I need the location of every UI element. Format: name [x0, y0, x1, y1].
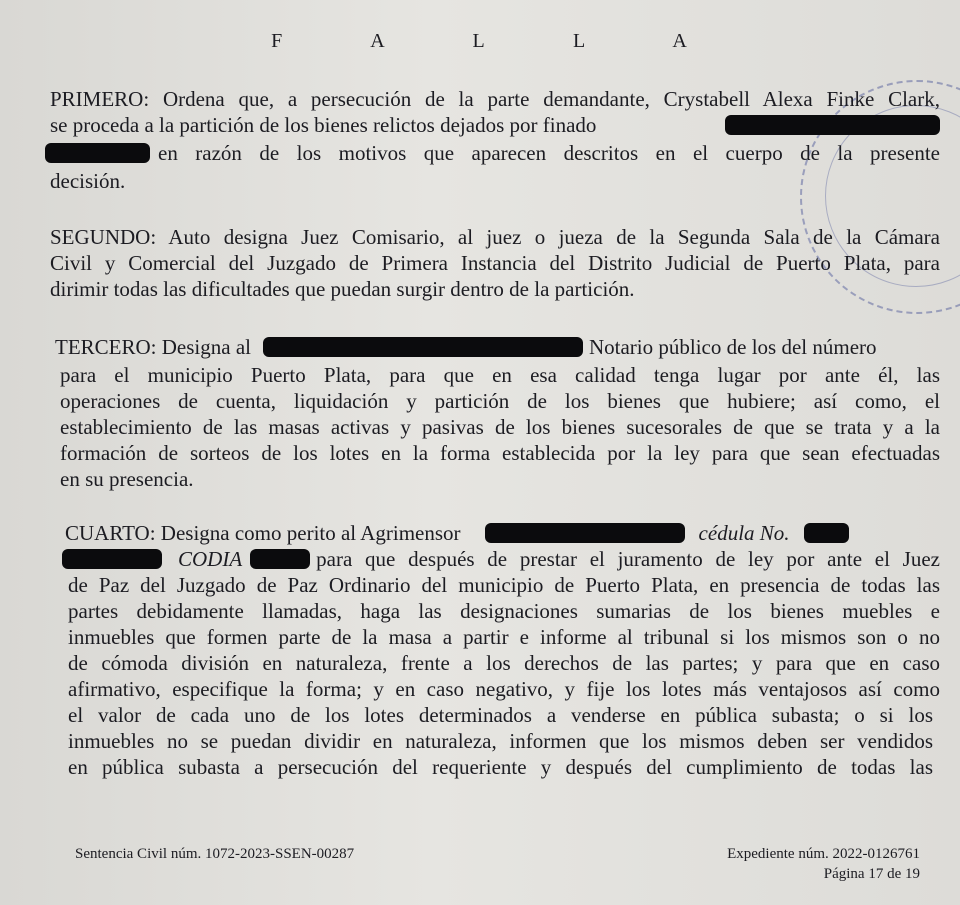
cuarto-line-2-codia: CODIA — [178, 547, 243, 571]
cuarto-line-1 — [65, 520, 940, 546]
cuarto-line-7: afirmativo, especifique la forma; y en caso negativo, y fije los lotes más ventajosos así como — [68, 677, 940, 701]
segundo-line-3: dirimir todas las dificultades que puedan surgir dentro de la partición. — [50, 277, 635, 301]
cuarto-line-2 — [62, 546, 940, 572]
cuarto-line-1-start: CUARTO: Designa como perito al Agrimensor — [65, 521, 461, 545]
redaction-box — [62, 549, 162, 569]
footer-expediente: Expediente núm. 2022-0126761 — [727, 846, 920, 862]
segundo-line-1: SEGUNDO: Auto designa Juez Comisario, al juez o jueza de la Segunda Sala de la Cámara — [50, 225, 940, 249]
redaction-box — [485, 523, 685, 543]
section-heading: F A L L A — [271, 30, 729, 52]
redaction-box — [263, 337, 583, 357]
primero-line-2 — [50, 112, 940, 138]
tercero-line-6: en su presencia. — [60, 467, 194, 491]
redaction-box — [804, 523, 849, 543]
cuarto-line-8: el valor de cada uno de los lotes determinados a venderse en pública subasta; o si los — [68, 703, 933, 727]
footer-page-number: Página 17 de 19 — [823, 866, 920, 882]
tercero-line-1 — [55, 334, 940, 360]
tercero-line-4: establecimiento de las masas activas y pasivas de los bienes sucesorales de que se trata y a la — [60, 415, 940, 439]
tercero-line-5: formación de sorteos de los lotes en la forma establecida por la ley para que sean efectuadas — [60, 441, 940, 465]
cuarto-line-10: en pública subasta a persecución del requeriente y después del cumplimiento de todas las — [68, 755, 933, 779]
cuarto-line-5: inmuebles que formen parte de la masa a partir e informe al tribunal si los mismos son o no — [68, 625, 940, 649]
primero-line-2-text: se proceda a la partición de los bienes relictos dejados por finado — [50, 113, 597, 137]
cuarto-line-9: inmuebles no se puedan dividir en naturaleza, informen que los mismos deben ser vendidos — [68, 729, 933, 753]
redaction-box — [45, 143, 150, 163]
tercero-line-1-end: Notario público de los del número — [588, 335, 877, 359]
primero-line-1: PRIMERO: Ordena que, a persecución de la parte demandante, Crystabell Alexa Finke Clark, — [50, 87, 940, 111]
redaction-box — [725, 115, 940, 135]
cuarto-line-1-cedula: cédula No. — [698, 521, 790, 545]
footer-sentencia: Sentencia Civil núm. 1072-2023-SSEN-00287 — [75, 846, 355, 862]
tercero-line-1-start: TERCERO: Designa al — [55, 335, 251, 359]
cuarto-line-3: de Paz del Juzgado de Paz Ordinario del municipio de Puerto Plata, en presencia de todas las — [68, 573, 940, 597]
segundo-line-2: Civil y Comercial del Juzgado de Primera Instancia del Distrito Judicial de Puerto Plata, para — [50, 251, 940, 275]
primero-line-3 — [45, 140, 940, 166]
redaction-box — [250, 549, 310, 569]
primero-line-4: decisión. — [50, 169, 126, 193]
cuarto-line-6: de cómoda división en naturaleza, frente a los derechos de las partes; y para que en caso — [68, 651, 940, 675]
primero-line-3-text: en razón de los motivos que aparecen descritos en el cuerpo de la presente — [158, 141, 940, 165]
cuarto-line-4: partes debidamente llamadas, haga las designaciones sumarias de los bienes muebles e — [68, 599, 940, 623]
cuarto-line-2-text: para que después de prestar el juramento de ley por ante el Juez — [316, 547, 940, 571]
tercero-line-2: para el municipio Puerto Plata, para que en esa calidad tenga lugar por ante él, las — [60, 363, 940, 387]
tercero-line-3: operaciones de cuenta, liquidación y partición de los bienes que hubiere; así como, el — [60, 389, 940, 413]
